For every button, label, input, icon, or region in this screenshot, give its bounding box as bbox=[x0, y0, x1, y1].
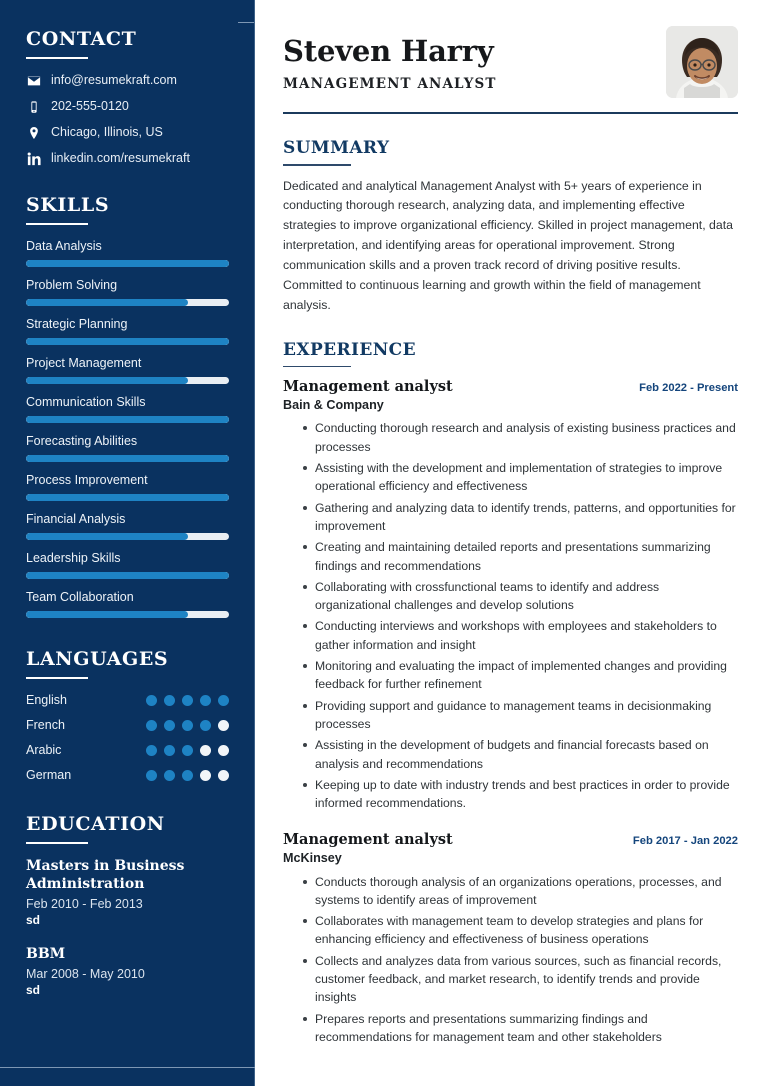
skill-item bbox=[26, 356, 229, 384]
candidate-role: MANAGEMENT ANALYST bbox=[283, 76, 497, 93]
education-section bbox=[26, 813, 229, 997]
skill-label: Strategic Planning bbox=[26, 317, 128, 331]
experience-section bbox=[283, 340, 738, 1046]
language-label: Arabic bbox=[26, 743, 62, 757]
skills-section bbox=[26, 194, 229, 618]
experience-title: EXPERIENCE bbox=[283, 339, 416, 360]
rating-dot-filled bbox=[164, 745, 175, 756]
skill-label: Team Collaboration bbox=[26, 590, 134, 604]
job-bullet: Collects and analyzes data from various sources, such as financial records, customer feedback, and market research, to identify trends and provide insights bbox=[303, 952, 738, 1007]
skill-bar-track bbox=[26, 299, 229, 306]
education-underline bbox=[26, 842, 88, 844]
summary-text: Dedicated and analytical Management Analyst with 5+ years of experience in conducting thorough research, analyzing data, and implementing effective strategies to improve organizational efficiency. Skilled in project management, data interpretation, and identifying areas for operational improvement. Strong communication skills and a proven track record of driving positive results. Committed to continuous learning and growth within the field of management analysis. bbox=[283, 178, 733, 312]
skill-item bbox=[26, 278, 229, 306]
skill-bar-fill bbox=[26, 611, 188, 618]
education-list bbox=[26, 858, 229, 997]
skill-item bbox=[26, 317, 229, 345]
skill-bar-fill bbox=[26, 455, 229, 462]
languages-section bbox=[26, 648, 229, 783]
language-item bbox=[26, 768, 229, 783]
candidate-name: Steven Harry bbox=[283, 34, 494, 68]
languages-underline bbox=[26, 677, 88, 679]
job-bullet: Collaborates with management team to develop strategies and plans for enhancing efficiency and effectiveness of business operations bbox=[303, 912, 738, 949]
experience-header bbox=[283, 831, 738, 848]
language-item bbox=[26, 743, 229, 758]
education-degree: BBM bbox=[26, 946, 66, 963]
rating-dot-empty bbox=[200, 770, 211, 781]
summary-title: SUMMARY bbox=[283, 138, 390, 158]
summary-underline bbox=[283, 164, 351, 166]
resume-header bbox=[283, 26, 738, 98]
skill-item bbox=[26, 473, 229, 501]
phone-icon bbox=[26, 99, 41, 114]
skill-item bbox=[26, 512, 229, 540]
education-item bbox=[26, 858, 229, 927]
rating-dot-empty bbox=[218, 745, 229, 756]
education-school: sd bbox=[26, 983, 41, 998]
skills-underline bbox=[26, 223, 88, 225]
skill-bar-fill bbox=[26, 377, 188, 384]
job-bullet: Monitoring and evaluating the impact of implemented changes and providing feedback for further refinement bbox=[303, 657, 738, 694]
contact-item-phone[interactable] bbox=[26, 99, 229, 114]
location-pin-icon bbox=[26, 125, 41, 140]
job-bullet: Conducting interviews and workshops with employees and stakeholders to gather information and insight bbox=[303, 617, 738, 654]
skill-label: Project Management bbox=[26, 356, 142, 370]
rating-dot-filled bbox=[146, 745, 157, 756]
rating-dot-filled bbox=[200, 720, 211, 731]
language-item bbox=[26, 718, 229, 733]
contact-title: CONTACT bbox=[26, 28, 137, 50]
job-company: McKinsey bbox=[283, 850, 342, 865]
header-text-block bbox=[283, 26, 497, 92]
skill-bar-track bbox=[26, 455, 229, 462]
job-bullet: Gathering and analyzing data to identify trends, patterns, and opportunities for improvement bbox=[303, 499, 738, 536]
rating-dot-filled bbox=[182, 770, 193, 781]
linkedin-icon bbox=[26, 151, 41, 166]
rating-dot-empty bbox=[218, 770, 229, 781]
rating-dot-filled bbox=[200, 695, 211, 706]
skill-label: Communication Skills bbox=[26, 395, 146, 409]
skill-item bbox=[26, 590, 229, 618]
job-title: Management analyst bbox=[283, 378, 453, 396]
skill-bar-track bbox=[26, 377, 229, 384]
skill-bar-track bbox=[26, 416, 229, 423]
language-item bbox=[26, 693, 229, 708]
sidebar-top-rule bbox=[238, 22, 255, 23]
skill-bar-fill bbox=[26, 299, 188, 306]
education-school: sd bbox=[26, 913, 41, 928]
education-title: EDUCATION bbox=[26, 813, 165, 835]
skill-bar-fill bbox=[26, 533, 188, 540]
contact-linkedin-text: linkedin.com/resumekraft bbox=[51, 151, 190, 165]
skill-label: Problem Solving bbox=[26, 278, 118, 292]
skill-bar-track bbox=[26, 338, 229, 345]
experience-item bbox=[283, 831, 738, 1046]
skill-bar-track bbox=[26, 572, 229, 579]
job-bullet-list bbox=[283, 873, 738, 1047]
rating-dot-filled bbox=[146, 720, 157, 731]
skill-bar-fill bbox=[26, 572, 229, 579]
contact-item-location[interactable] bbox=[26, 125, 229, 140]
job-bullet: Conducts thorough analysis of an organizations operations, processes, and systems to identify areas of improvement bbox=[303, 873, 738, 910]
skill-item bbox=[26, 551, 229, 579]
skills-list bbox=[26, 239, 229, 618]
skill-label: Financial Analysis bbox=[26, 512, 126, 526]
job-title: Management analyst bbox=[283, 831, 453, 849]
job-bullet: Collaborating with crossfunctional teams to identify and address organizational challenges and develop solutions bbox=[303, 578, 738, 615]
job-company: Bain & Company bbox=[283, 397, 384, 412]
skill-bar-fill bbox=[26, 338, 229, 345]
skill-bar-track bbox=[26, 260, 229, 267]
rating-dot-filled bbox=[164, 695, 175, 706]
job-dates: Feb 2022 - Present bbox=[639, 382, 738, 395]
job-bullet: Creating and maintaining detailed reports and presentations summarizing findings and recommendations bbox=[303, 538, 738, 575]
contact-location-text: Chicago, Illinois, US bbox=[51, 125, 163, 139]
summary-section bbox=[283, 138, 738, 316]
experience-underline bbox=[283, 366, 351, 368]
job-bullet-list bbox=[283, 419, 738, 812]
languages-title: LANGUAGES bbox=[26, 648, 169, 670]
rating-dot-filled bbox=[182, 695, 193, 706]
experience-header bbox=[283, 378, 738, 395]
skill-bar-track bbox=[26, 494, 229, 501]
skill-bar-fill bbox=[26, 416, 229, 423]
skill-bar-track bbox=[26, 533, 229, 540]
rating-dot-filled bbox=[164, 720, 175, 731]
contact-phone-text: 202-555-0120 bbox=[51, 99, 129, 113]
contact-underline bbox=[26, 57, 88, 59]
education-dates: Mar 2008 - May 2010 bbox=[26, 966, 145, 981]
experience-list bbox=[283, 378, 738, 1046]
education-item bbox=[26, 946, 229, 997]
contact-list bbox=[26, 73, 229, 166]
language-rating bbox=[146, 745, 229, 756]
skill-bar-fill bbox=[26, 494, 229, 501]
skill-item bbox=[26, 239, 229, 267]
rating-dot-filled bbox=[164, 770, 175, 781]
job-bullet: Assisting in the development of budgets and financial forecasts based on analysis and recommendations bbox=[303, 736, 738, 773]
skill-bar-track bbox=[26, 611, 229, 618]
rating-dot-filled bbox=[218, 695, 229, 706]
job-dates: Feb 2017 - Jan 2022 bbox=[632, 835, 738, 848]
skills-title: SKILLS bbox=[26, 194, 110, 216]
education-dates: Feb 2010 - Feb 2013 bbox=[26, 896, 143, 911]
language-label: German bbox=[26, 768, 72, 782]
job-bullet: Keeping up to date with industry trends and best practices in order to provide informed recommendations. bbox=[303, 776, 738, 813]
language-rating bbox=[146, 695, 229, 706]
skill-bar-fill bbox=[26, 260, 229, 267]
experience-item bbox=[283, 378, 738, 812]
contact-item-linkedin[interactable] bbox=[26, 151, 229, 166]
language-label: French bbox=[26, 718, 65, 732]
contact-item-email[interactable] bbox=[26, 73, 229, 88]
job-bullet: Prepares reports and presentations summarizing findings and recommendations for management team and other stakeholders bbox=[303, 1010, 738, 1047]
sidebar bbox=[0, 0, 255, 1086]
education-degree: Masters in Business Administration bbox=[26, 858, 185, 892]
rating-dot-filled bbox=[146, 695, 157, 706]
main-content bbox=[255, 0, 768, 1086]
skill-label: Data Analysis bbox=[26, 239, 102, 253]
envelope-icon bbox=[26, 73, 41, 88]
contact-section bbox=[26, 28, 229, 166]
skill-item bbox=[26, 434, 229, 462]
languages-list bbox=[26, 693, 229, 783]
job-bullet: Providing support and guidance to management teams in decisionmaking processes bbox=[303, 697, 738, 734]
language-rating bbox=[146, 720, 229, 731]
rating-dot-filled bbox=[182, 720, 193, 731]
job-bullet: Conducting thorough research and analysis of existing business practices and processes bbox=[303, 419, 738, 456]
skill-label: Process Improvement bbox=[26, 473, 148, 487]
rating-dot-empty bbox=[218, 720, 229, 731]
skill-label: Leadership Skills bbox=[26, 551, 121, 565]
sidebar-bottom-rule bbox=[0, 1067, 255, 1068]
rating-dot-empty bbox=[200, 745, 211, 756]
rating-dot-filled bbox=[182, 745, 193, 756]
language-label: English bbox=[26, 693, 67, 707]
header-divider bbox=[283, 112, 738, 114]
skill-item bbox=[26, 395, 229, 423]
contact-email-text: info@resumekraft.com bbox=[51, 73, 177, 87]
skill-label: Forecasting Abilities bbox=[26, 434, 138, 448]
job-bullet: Assisting with the development and implementation of strategies to improve operational efficiency and effectiveness bbox=[303, 459, 738, 496]
profile-photo bbox=[666, 26, 738, 98]
rating-dot-filled bbox=[146, 770, 157, 781]
language-rating bbox=[146, 770, 229, 781]
